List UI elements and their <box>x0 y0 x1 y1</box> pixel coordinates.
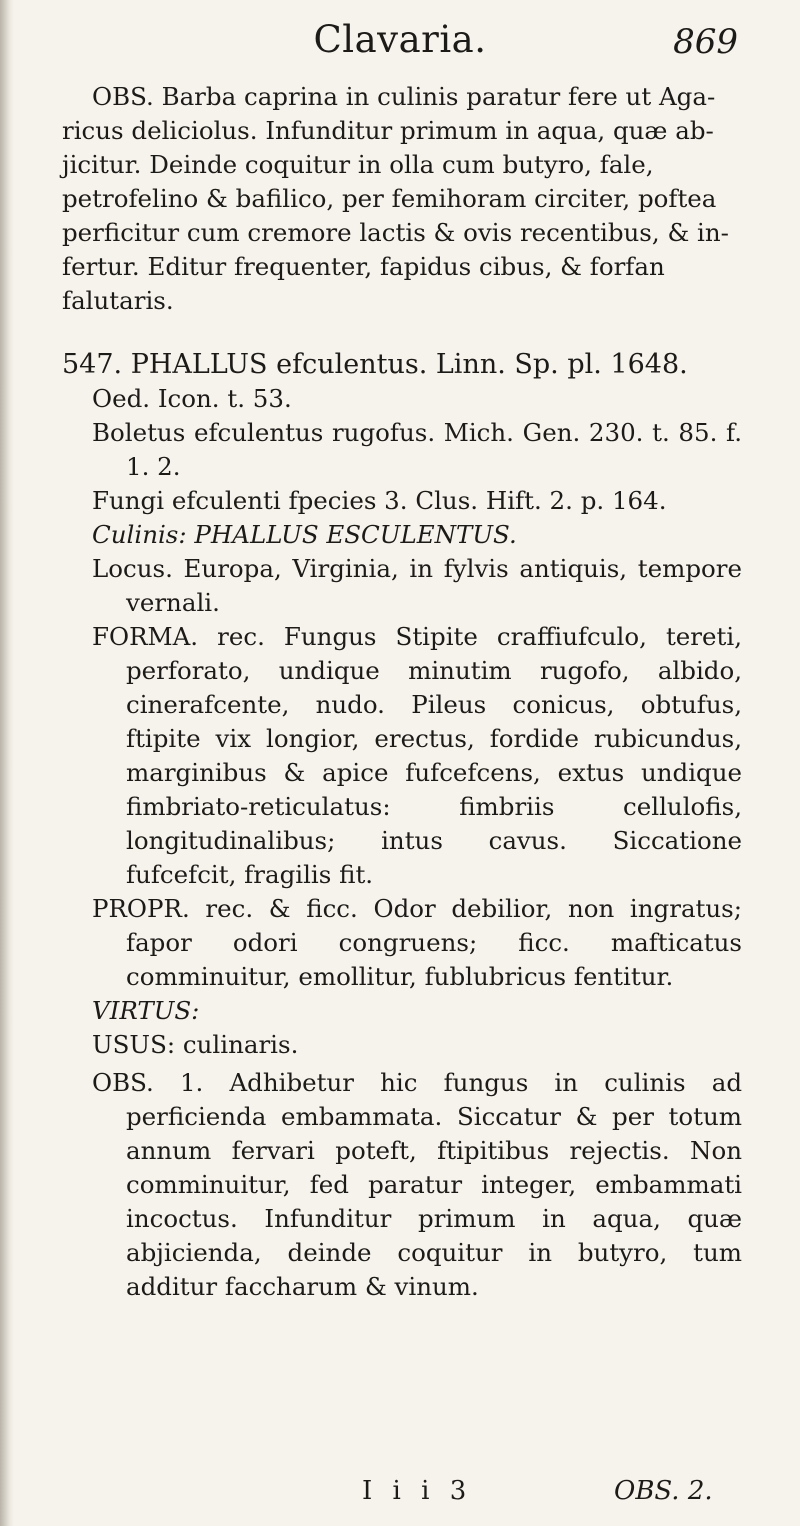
page-number: 869 <box>673 22 738 62</box>
synonym-line: Oed. Icon. t. 53. <box>92 384 292 413</box>
page-footer <box>0 1476 800 1516</box>
text-line: OBS. Barba caprina in culinis paratur fere ut Aga- <box>92 82 716 111</box>
forma-paragraph: FORMA. rec. Fungus Stipite craffiufculo, tereti, perforato, undique minutim rugofo, albido, cinerafcente, nudo. Pileus conicus, obtufus, ftipite vix longior, erectus, fordide rubicundus, marginibus & apice fufcefcens, extus undique fimbriato-reticulatus: fimbriis cellulofis, longitudinalibus; intus cavus. Siccatione fufcefcit, fragilis fit. <box>92 622 742 889</box>
obs-paragraph-1 <box>62 80 742 318</box>
entry-heading: 547. PHALLUS efculentus. Linn. Sp. pl. 1648. <box>62 349 688 380</box>
propr-paragraph: PROPR. rec. & ficc. Odor debilior, non ingratus; fapor odori congruens; ficc. mafticatus comminuitur, emollitur, fublubricus fentitur. <box>92 894 742 991</box>
page-text <box>62 80 742 1304</box>
text-line: falutaris. <box>62 286 174 315</box>
text-line: perficitur cum cremore lactis & ovis recentibus, & in- <box>62 218 729 247</box>
locus-paragraph: Locus. Europa, Virginia, in fylvis antiquis, tempore vernali. <box>92 554 742 617</box>
synonym-line: Boletus efculentus rugofus. Mich. Gen. 230. t. 85. f. 1. 2. <box>92 418 742 481</box>
running-title: Clavaria. <box>313 18 487 61</box>
virtus-heading: VIRTUS: <box>92 996 200 1025</box>
text-line: fertur. Editur frequenter, fapidus cibus, & forfan <box>62 252 665 281</box>
usus-line: USUS: culinaris. <box>92 1030 299 1059</box>
obs-paragraph-2: OBS. 1. Adhibetur hic fungus in culinis ad perficienda embammata. Siccatur & per totum annum fervari poteft, ftipitibus rejectis. Non comminuitur, fed paratur integer, embammati incoctus. Infunditur primum in aqua, quæ abjicienda, deinde coquitur in butyro, tum additur faccharum & vinum. <box>92 1068 742 1301</box>
signature-mark: I i i 3 <box>362 1476 473 1506</box>
text-line: jicitur. Deinde coquitur in olla cum butyro, fale, <box>62 150 654 179</box>
page-header <box>0 14 800 74</box>
catchword: OBS. 2. <box>614 1476 713 1506</box>
synonym-line: Fungi efculenti fpecies 3. Clus. Hift. 2. p. 164. <box>92 486 667 515</box>
culinis-line: Culinis: PHALLUS ESCULENTUS. <box>92 520 517 549</box>
text-line: ricus deliciolus. Infunditur primum in aqua, quæ ab- <box>62 116 714 145</box>
text-line: petrofelino & bafilico, per femihoram circiter, poftea <box>62 184 717 213</box>
